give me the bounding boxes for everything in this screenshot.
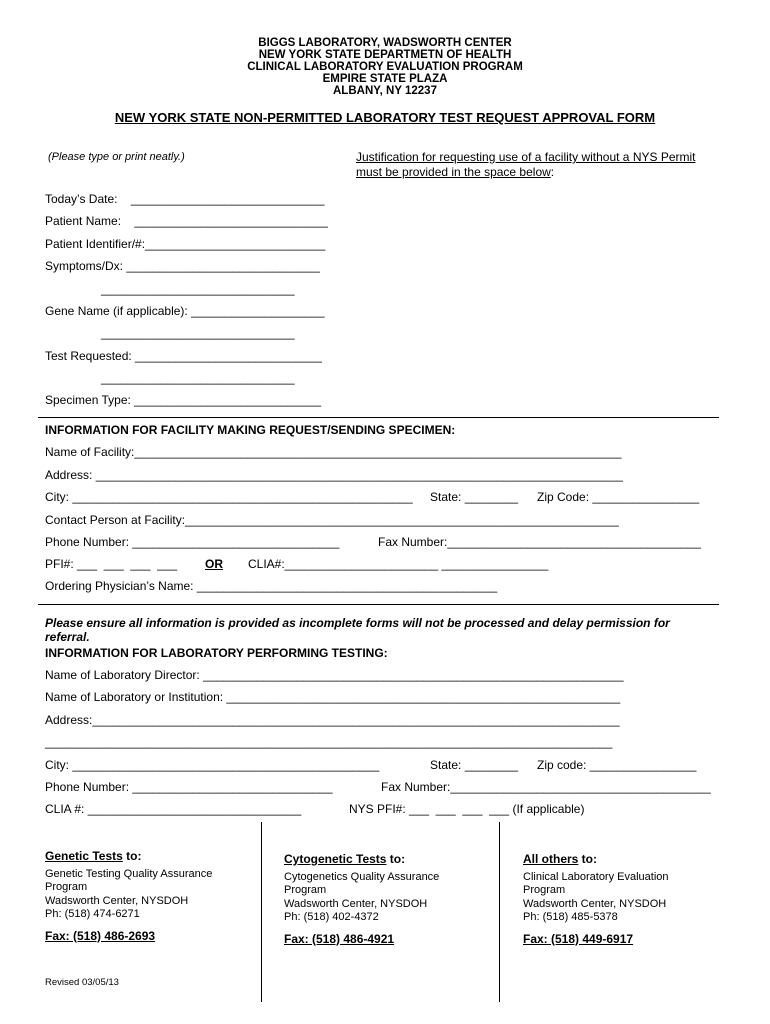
justification-text-d: : — [550, 165, 555, 179]
send-to-genetic — [45, 850, 255, 943]
facility-city-field[interactable]: City: ___________________________________________________ — [45, 490, 413, 504]
patient-name-field[interactable]: Patient Name: _____________________________ — [45, 214, 328, 228]
send-to-cytogenetic — [284, 853, 494, 946]
cytogenetic-phone: Ph: (518) 402-4372 — [284, 911, 379, 923]
cytogenetic-title-suffix: to: — [386, 852, 406, 866]
or-label: OR — [205, 557, 223, 571]
justification-text-b: without a NYS Permit — [581, 150, 696, 164]
lab-fax-field[interactable]: Fax Number:_______________________________________ — [381, 780, 711, 794]
facility-fax-field[interactable]: Fax Number:______________________________________ — [378, 535, 701, 549]
genetic-title-main: Genetic Tests — [45, 849, 123, 863]
facility-clia-field[interactable]: CLIA#:_______________________ ________________ — [248, 557, 549, 571]
cytogenetic-title-main: Cytogenetic Tests — [284, 852, 387, 866]
facility-zip-field[interactable]: Zip Code: ________________ — [537, 490, 700, 504]
performing-heading: INFORMATION FOR LABORATORY PERFORMING TESTING: — [45, 646, 388, 660]
test-requested-field[interactable]: Test Requested: ____________________________ — [45, 349, 322, 363]
facility-contact-field[interactable]: Contact Person at Facility:_________________________________________________________________ — [45, 513, 619, 527]
lab-zip-field[interactable]: Zip code: ________________ — [537, 758, 697, 772]
facility-address-field[interactable]: Address: _______________________________________________________________________________ — [45, 468, 623, 482]
cytogenetic-fax: Fax: (518) 486-4921 — [284, 931, 395, 946]
column-divider-2 — [499, 822, 500, 1002]
section-divider-2 — [38, 604, 719, 605]
all-others-title — [523, 853, 723, 867]
patient-id-field[interactable]: Patient Identifier/#:___________________________ — [45, 237, 326, 251]
justification-text-c: must be provided in the space below — [356, 165, 551, 179]
gene-continuation[interactable]: _____________________________ — [101, 326, 295, 340]
lab-city-field[interactable]: City: ______________________________________________ — [45, 758, 380, 772]
genetic-title — [45, 850, 255, 864]
column-divider-1 — [261, 822, 262, 1002]
genetic-phone: Ph: (518) 474-6271 — [45, 908, 140, 920]
todays-date-field[interactable]: Today’s Date: _____________________________ — [45, 192, 325, 206]
section-divider-1 — [38, 417, 719, 418]
symptoms-continuation[interactable]: _____________________________ — [101, 282, 295, 296]
cytogenetic-title — [284, 853, 494, 867]
lab-state-field[interactable]: State: ________ — [430, 758, 519, 772]
notice-line-2: referral. — [45, 630, 90, 644]
all-others-org-2: Program — [523, 884, 566, 896]
justification-text-a: Justification for requesting use of a facility — [356, 150, 582, 164]
justification-line-1 — [356, 150, 696, 164]
instructions: (Please type or print neatly.) — [48, 151, 185, 163]
facility-heading: INFORMATION FOR FACILITY MAKING REQUEST/SENDING SPECIMEN: — [45, 423, 456, 437]
all-others-org-1: Clinical Laboratory Evaluation — [523, 870, 669, 883]
form-title: NEW YORK STATE NON-PERMITTED LABORATORY TEST REQUEST APPROVAL FORM — [114, 110, 656, 125]
header-line-3: CLINICAL LABORATORY EVALUATION PROGRAM — [247, 61, 523, 73]
header-line-1: BIGGS LABORATORY, WADSWORTH CENTER — [258, 37, 512, 49]
all-others-title-suffix: to: — [578, 852, 597, 866]
cytogenetic-address: Wadsworth Center, NYSDOH — [284, 897, 428, 910]
all-others-address: Wadsworth Center, NYSDOH — [523, 897, 667, 910]
physician-name-field[interactable]: Ordering Physician’s Name: _____________________________________________ — [45, 579, 498, 593]
notice-line-1: Please ensure all information is provided as incomplete forms will not be processed and delay permission for — [45, 616, 670, 630]
revision-date: Revised 03/05/13 — [45, 977, 119, 988]
genetic-address: Wadsworth Center, NYSDOH — [45, 894, 189, 907]
justification-line-2 — [356, 165, 554, 179]
lab-clia-field[interactable]: CLIA #: ________________________________ — [45, 802, 302, 816]
lab-nys-pfi-field[interactable]: NYS PFI#: ___ ___ ___ ___ (If applicable) — [349, 802, 585, 816]
cytogenetic-org-2: Program — [284, 884, 327, 896]
lab-phone-field[interactable]: Phone Number: ______________________________ — [45, 780, 333, 794]
genetic-org-2: Program — [45, 881, 88, 893]
genetic-org-1: Genetic Testing Quality Assurance — [45, 867, 213, 880]
all-others-fax: Fax: (518) 449-6917 — [523, 931, 634, 946]
facility-pfi-field[interactable]: PFI#: ___ ___ ___ ___ — [45, 557, 178, 571]
send-to-all-others — [523, 853, 723, 946]
facility-phone-field[interactable]: Phone Number: _______________________________ — [45, 535, 340, 549]
facility-state-field[interactable]: State: ________ — [430, 490, 519, 504]
gene-name-field[interactable]: Gene Name (if applicable): ____________________ — [45, 304, 325, 318]
genetic-fax: Fax: (518) 486-2693 — [45, 928, 156, 943]
header-line-4: EMPIRE STATE PLAZA — [322, 73, 448, 85]
specimen-type-field[interactable]: Specimen Type: ____________________________ — [45, 393, 322, 407]
all-others-title-main: All others — [523, 852, 579, 866]
header-line-2: NEW YORK STATE DEPARTMETN OF HEALTH — [258, 49, 512, 61]
genetic-title-suffix: to: — [122, 849, 142, 863]
lab-address-field[interactable]: Address:_______________________________________________________________________________ — [45, 713, 620, 727]
lab-address-continuation[interactable]: _____________________________________________________________________________________ — [45, 735, 613, 749]
lab-director-field[interactable]: Name of Laboratory Director: _______________________________________________________________ — [45, 668, 624, 682]
cytogenetic-org-1: Cytogenetics Quality Assurance — [284, 870, 440, 883]
facility-name-field[interactable]: Name of Facility:_________________________________________________________________________ — [45, 445, 622, 459]
test-continuation[interactable]: _____________________________ — [101, 371, 295, 385]
lab-name-field[interactable]: Name of Laboratory or Institution: ___________________________________________________________ — [45, 690, 621, 704]
header-line-5: ALBANY, NY 12237 — [333, 85, 437, 97]
symptoms-field[interactable]: Symptoms/Dx: _____________________________ — [45, 259, 320, 273]
all-others-phone: Ph: (518) 485-5378 — [523, 911, 618, 923]
